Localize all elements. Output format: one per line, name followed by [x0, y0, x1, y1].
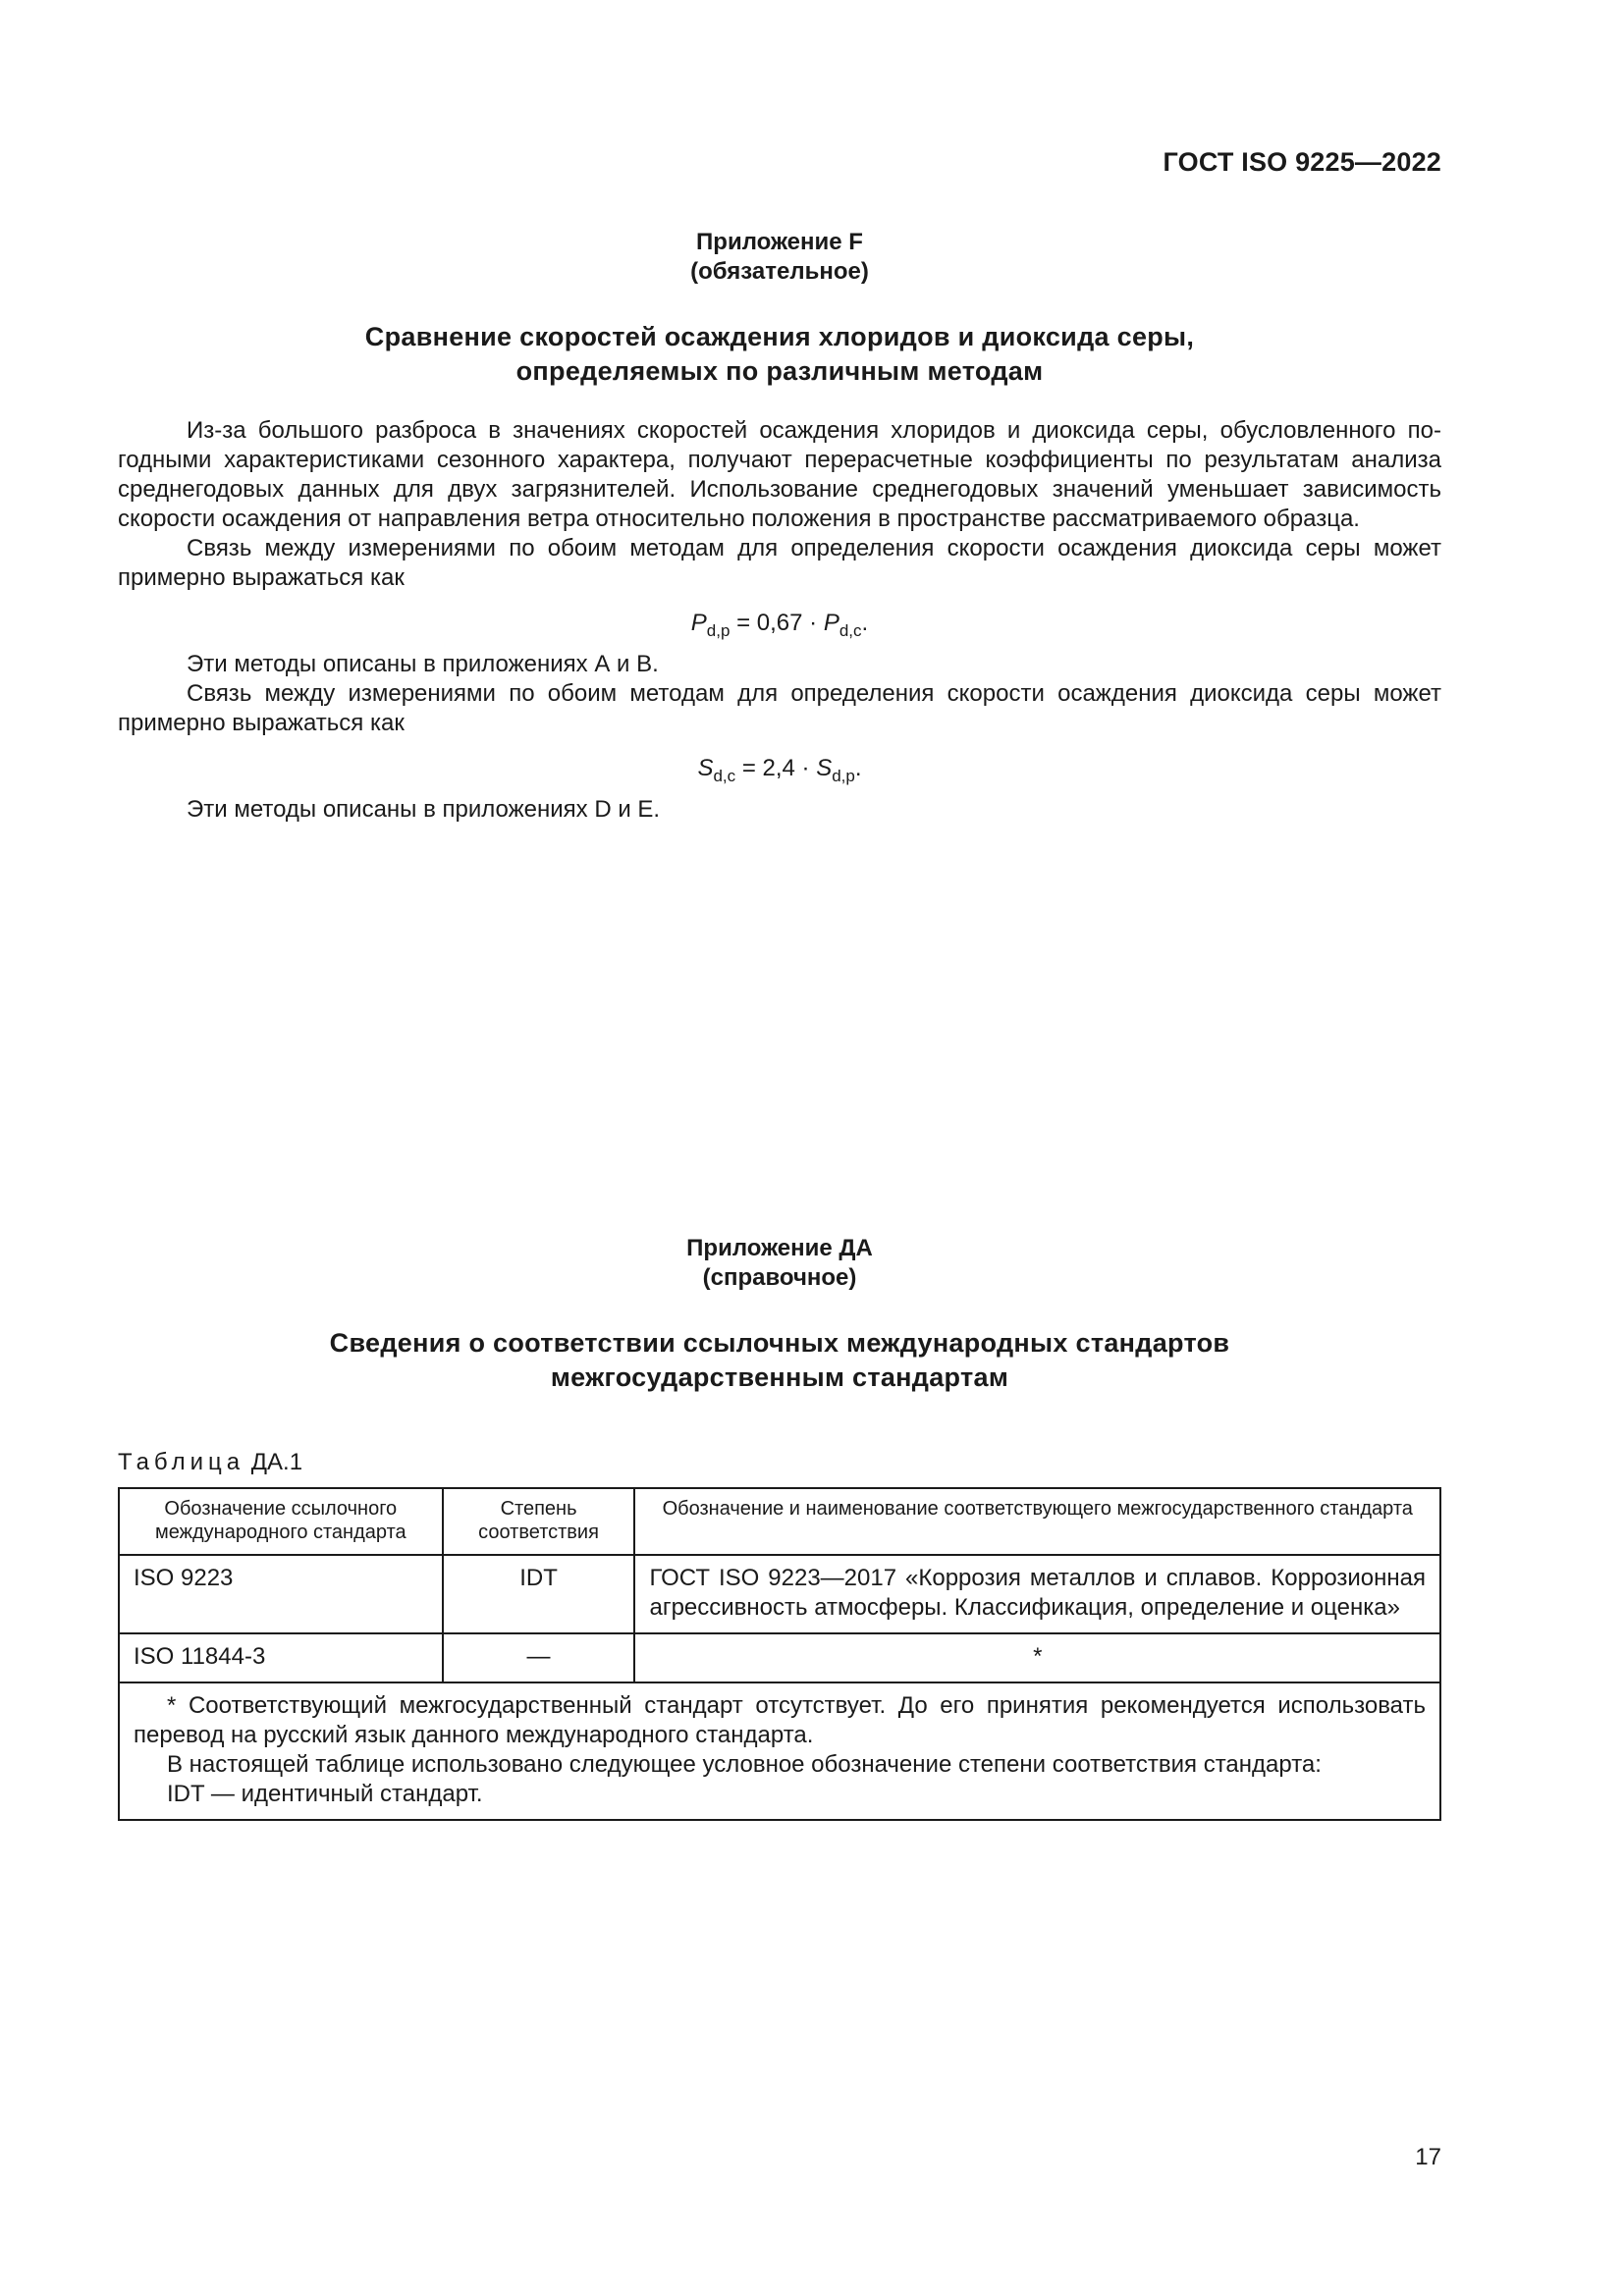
cell-name: * — [634, 1633, 1440, 1682]
formula-operator: = 2,4 · — [735, 755, 817, 781]
formula-subscript: d,c — [839, 621, 862, 640]
cell-degree: — — [443, 1633, 635, 1682]
paragraph: Связь между измерениями по обоим методам для определения скорости осаждения диоксида серы может примерно выражаться как — [118, 680, 1441, 736]
page-number: 17 — [1415, 2144, 1441, 2170]
appendix-da-status: (справочное) — [702, 1264, 857, 1291]
appendix-f-heading-line1: Сравнение скоростей осаждения хлоридов и диоксида серы, — [364, 322, 1195, 351]
paragraph: Эти методы описаны в приложениях А и В. — [187, 651, 659, 677]
appendix-da-heading-line2: межгосударственным стандартам — [550, 1362, 1009, 1392]
appendix-f-body — [118, 416, 1441, 825]
formula-operator: = 0,67 · — [730, 610, 824, 636]
formula-pd — [118, 607, 1441, 640]
appendix-f-title: Приложение F — [696, 229, 863, 255]
appendix-da-heading-line1: Сведения о соответствии ссылочных международных стандартов — [329, 1328, 1230, 1358]
appendix-f-status: (обязательное) — [690, 258, 869, 285]
table-caption-word: Таблица — [118, 1449, 245, 1475]
column-header-degree: Степень соответствия — [443, 1488, 635, 1555]
formula-symbol: S — [697, 755, 714, 781]
appendix-f-heading-line2: определяемых по различным методам — [515, 356, 1044, 386]
formula-symbol: P — [823, 610, 839, 636]
table-caption-number: ДА.1 — [250, 1449, 303, 1475]
cell-name: ГОСТ ISO 9223—2017 «Коррозия металлов и сплавов. Коррозионная агрессивность атмосферы. Классификация, определение и оценка» — [634, 1555, 1440, 1633]
correspondence-table — [118, 1487, 1441, 1821]
table-row — [119, 1633, 1440, 1682]
column-header-name: Обозначение и наименование соответствующего межгосударственного стандарта — [634, 1488, 1440, 1555]
paragraph: Эти методы описаны в приложениях D и Е. — [187, 796, 661, 823]
appendix-f-heading — [118, 320, 1441, 389]
table-caption — [118, 1449, 302, 1476]
formula-symbol: S — [816, 755, 833, 781]
formula-subscript: d,c — [713, 767, 736, 785]
appendix-da-title: Приложение ДА — [686, 1235, 873, 1261]
table-row — [119, 1555, 1440, 1633]
formula-period: . — [854, 755, 862, 781]
standard-designation: ГОСТ ISO 9225—2022 — [1163, 147, 1441, 177]
footnote-text: * Соответствующий межгосударственный стандарт отсутствует. До его принятия рекомендуется использовать перевод на русский язык данного международного стандарта. — [134, 1692, 1426, 1748]
appendix-f-title-block — [118, 228, 1441, 287]
footnote-text: IDT — идентичный стандарт. — [167, 1781, 483, 1807]
appendix-da-heading — [118, 1326, 1441, 1395]
formula-period: . — [861, 610, 869, 636]
table-header-row — [119, 1488, 1440, 1555]
paragraph: Связь между измерениями по обоим методам для определения скорости осаждения диоксида серы может примерно выражаться как — [118, 535, 1441, 591]
cell-reference: ISO 9223 — [119, 1555, 443, 1633]
formula-subscript: d,p — [832, 767, 855, 785]
column-header-reference: Обозначение ссылочного международного стандарта — [119, 1488, 443, 1555]
appendix-da-title-block — [118, 1234, 1441, 1293]
cell-reference: ISO 11844-3 — [119, 1633, 443, 1682]
formula-sd — [118, 752, 1441, 785]
formula-symbol: P — [690, 610, 707, 636]
formula-subscript: d,p — [706, 621, 731, 640]
table-footnote-row — [119, 1682, 1440, 1820]
table-footnote — [119, 1682, 1440, 1820]
cell-degree: IDT — [443, 1555, 635, 1633]
paragraph: Из-за большого разброса в значениях скоростей осаждения хлоридов и диоксида серы, обусловленного погодными характеристиками сезонного характера, получают перерасчетные коэффициенты по результатам анализа среднегодовых данных для двух загрязнителей. Использование среднегодовых значений уменьшает зависимость скорости осаждения от направления ветра относительно положения в пространстве рассматриваемого образца. — [118, 417, 1441, 532]
footnote-text: В настоящей таблице использовано следующее условное обозначение степени соответствия стандарта: — [167, 1751, 1322, 1778]
